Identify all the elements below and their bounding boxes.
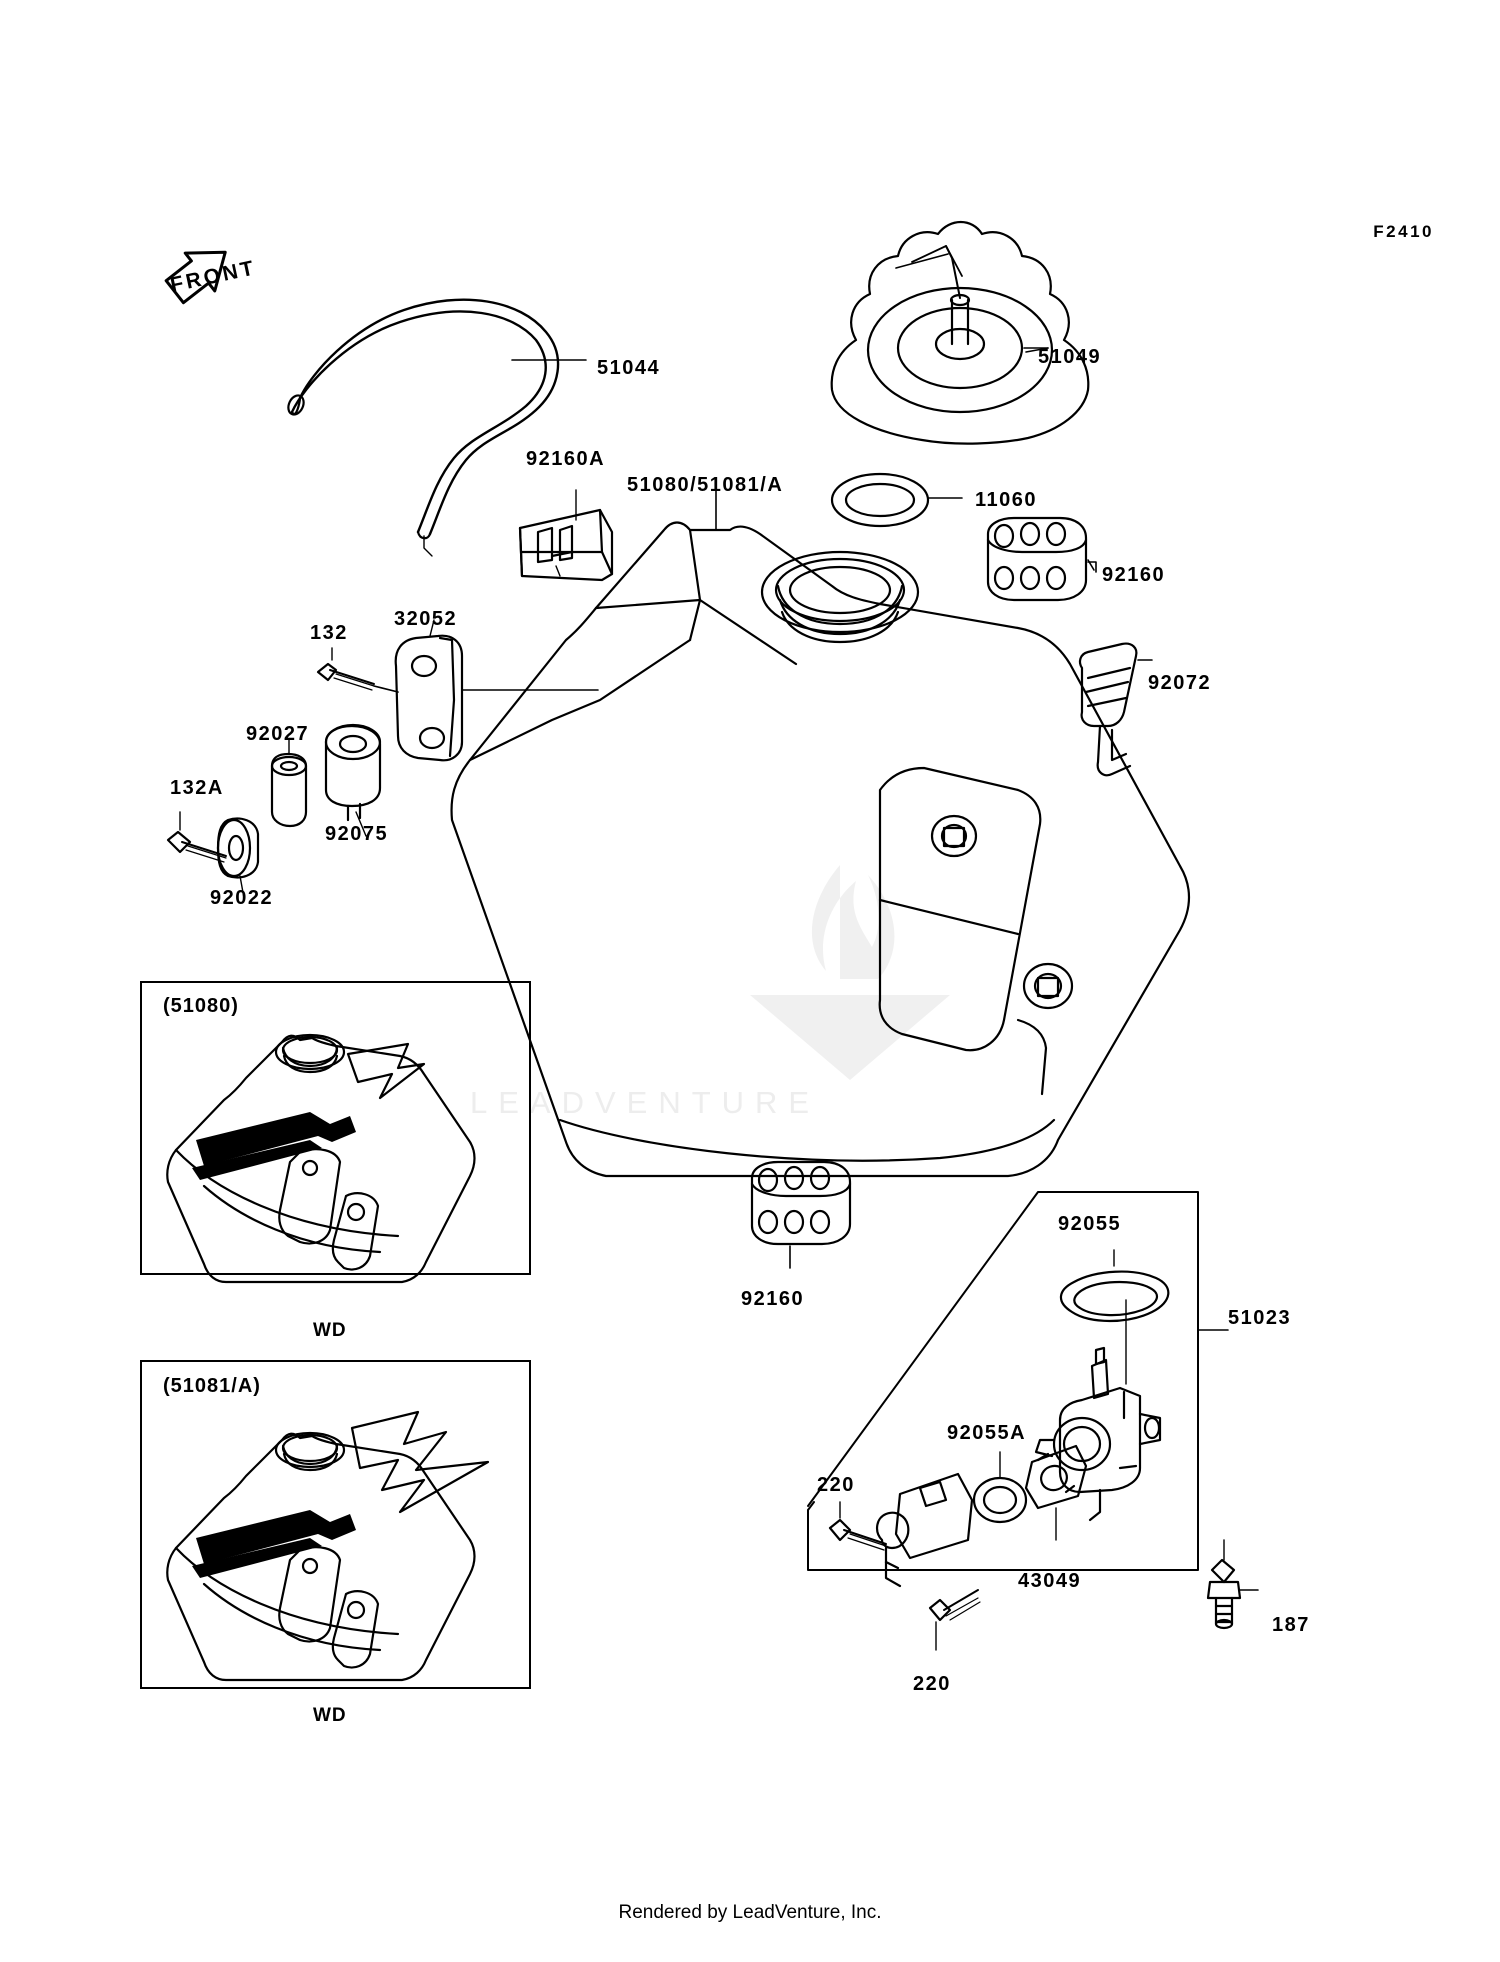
- part-label-92160-lower: 92160: [741, 1288, 805, 1310]
- part-label-220-bottom: 220: [913, 1673, 951, 1695]
- part-label-32052: 32052: [394, 608, 458, 630]
- diagram-id: F2410: [1373, 222, 1434, 241]
- part-51049-fuel-cap: [832, 222, 1089, 444]
- part-132-bolt: [318, 648, 398, 692]
- assembly-51023-frame: [808, 1192, 1228, 1570]
- part-label-132A: 132A: [170, 777, 224, 799]
- part-11060-gasket: [832, 474, 962, 526]
- part-92160A-clamp: [520, 490, 612, 580]
- part-92027-collar: [272, 740, 306, 826]
- part-label-92160A: 92160A: [526, 448, 606, 470]
- part-label-51049: 51049: [1038, 346, 1102, 368]
- inset-wd-51081A: WD: [313, 1705, 347, 1726]
- part-51023-fuel-valve: [1036, 1300, 1160, 1520]
- part-label-92075: 92075: [325, 823, 389, 845]
- part-label-220-left: 220: [817, 1474, 855, 1496]
- part-32052-bracket: [396, 620, 598, 760]
- part-220-bracket-screws: [830, 1474, 980, 1650]
- part-label-92072: 92072: [1148, 672, 1212, 694]
- footer-attribution: Rendered by LeadVenture, Inc.: [618, 1902, 882, 1923]
- svg-text:FRONT: FRONT: [168, 256, 259, 297]
- part-187-bolt: [1208, 1540, 1258, 1628]
- part-92072-band: [1080, 644, 1152, 776]
- part-label-92027: 92027: [246, 723, 310, 745]
- part-label-92022: 92022: [210, 887, 274, 909]
- part-label-187: 187: [1272, 1614, 1310, 1636]
- part-label-11060: 11060: [975, 489, 1038, 511]
- inset-box-51080: [140, 981, 531, 1275]
- part-51044-hose: [285, 300, 586, 556]
- part-92055-oring: [1061, 1250, 1168, 1321]
- part-label-132: 132: [310, 622, 348, 644]
- part-label-92055A: 92055A: [947, 1422, 1027, 1444]
- part-92160-damper-upper: [988, 518, 1096, 600]
- part-92055A-oring: [974, 1452, 1026, 1522]
- watermark-text: LEADVENTURE: [470, 1085, 821, 1120]
- inset-title-51081A: (51081/A): [163, 1375, 261, 1397]
- part-label-51023: 51023: [1228, 1307, 1292, 1329]
- part-label-51080-51081A: 51080/51081/A: [627, 474, 784, 496]
- inset-wd-51080: WD: [313, 1320, 347, 1341]
- part-label-92160-upper: 92160: [1102, 564, 1166, 586]
- inset-box-51081A: [140, 1360, 531, 1689]
- inset-title-51080: (51080): [163, 995, 239, 1017]
- part-label-43049: 43049: [1018, 1570, 1082, 1592]
- part-label-51044: 51044: [597, 357, 661, 379]
- front-arrow-label: [162, 248, 272, 333]
- part-92075-damper: [326, 725, 380, 836]
- part-92160-damper-lower: [752, 1162, 850, 1268]
- part-label-92055: 92055: [1058, 1213, 1122, 1235]
